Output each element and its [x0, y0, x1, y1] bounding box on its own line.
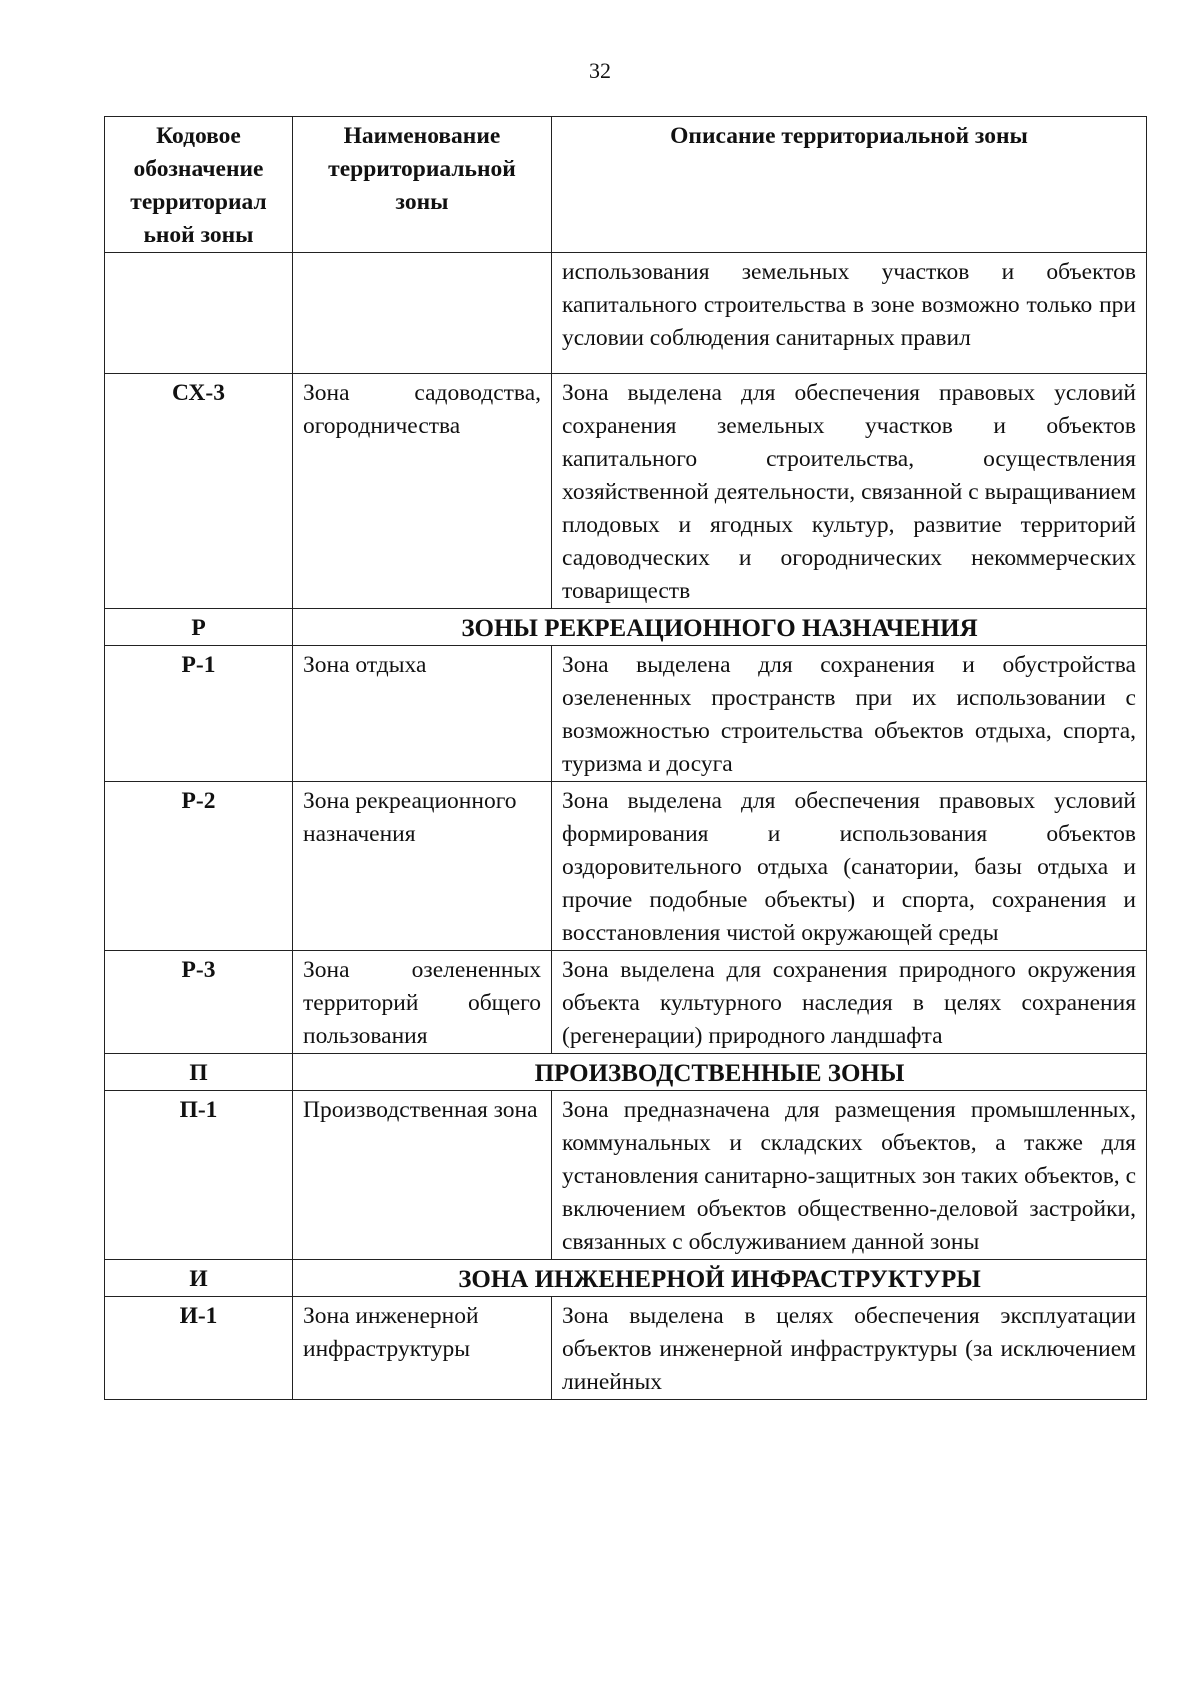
zone-code: Р-2	[105, 782, 293, 951]
zone-name: Зона рекреационного назначения	[293, 782, 552, 951]
zone-name: Производственная зона	[293, 1091, 552, 1260]
section-code: П	[105, 1054, 293, 1091]
table-row	[105, 253, 1147, 374]
zone-name: Зона садоводства, огородничества	[293, 374, 552, 609]
zone-description: Зона предназначена для размещения промышленных, коммунальных и складских объектов, а также для установления санитарно-защитных зон таких объектов, с включением объектов общественно-деловой застройки, связанных с обслуживанием данной зоны	[552, 1091, 1147, 1260]
zones-table	[104, 116, 1147, 1400]
zone-description: Зона выделена для сохранения и обустройства озелененных пространств при их использовании с возможностью строительства объектов отдыха, спорта, туризма и досуга	[552, 646, 1147, 782]
zone-code: И-1	[105, 1297, 293, 1400]
table-row	[105, 646, 1147, 782]
zone-description: Зона выделена для обеспечения правовых условий формирования и использования объектов оздоровительного отдыха (санатории, базы отдыха и прочие подобные объекты) и спорта, сохранения и восстановления чистой окружающей среды	[552, 782, 1147, 951]
section-row	[105, 609, 1147, 646]
zone-code: СХ-3	[105, 374, 293, 609]
zone-code	[105, 253, 293, 374]
section-title: ЗОНА ИНЖЕНЕРНОЙ ИНФРАСТРУКТУРЫ	[293, 1260, 1147, 1297]
table-header-row	[105, 117, 1147, 253]
zone-name: Зона озелененных территорий общего пользования	[293, 951, 552, 1054]
header-description: Описание территориальной зоны	[552, 117, 1147, 253]
table-row	[105, 1091, 1147, 1260]
section-row	[105, 1260, 1147, 1297]
page-number: 32	[589, 58, 611, 83]
zone-name: Зона инженерной инфраструктуры	[293, 1297, 552, 1400]
section-row	[105, 1054, 1147, 1091]
header-name: Наименование территориальной зоны	[293, 117, 552, 253]
zone-description: Зона выделена в целях обеспечения эксплуатации объектов инженерной инфраструктуры (за исключением линейных	[552, 1297, 1147, 1400]
header-code: Кодовое обозначение территориал ьной зоны	[105, 117, 293, 253]
table-row	[105, 1297, 1147, 1400]
section-code: И	[105, 1260, 293, 1297]
zone-name: Зона отдыха	[293, 646, 552, 782]
section-title: ПРОИЗВОДСТВЕННЫЕ ЗОНЫ	[293, 1054, 1147, 1091]
table-row	[105, 782, 1147, 951]
zone-code: Р-3	[105, 951, 293, 1054]
table-row	[105, 374, 1147, 609]
zone-description: Зона выделена для обеспечения правовых условий сохранения земельных участков и объектов капитального строительства, осуществления хозяйственной деятельности, связанной с выращиванием плодовых и ягодных культур, развитие территорий садоводческих и огороднических некоммерческих товариществ	[552, 374, 1147, 609]
zone-code: П-1	[105, 1091, 293, 1260]
table-row	[105, 951, 1147, 1054]
zone-code: Р-1	[105, 646, 293, 782]
zone-name	[293, 253, 552, 374]
zone-description: Зона выделена для сохранения природного окружения объекта культурного наследия в целях сохранения (регенерации) природного ландшафта	[552, 951, 1147, 1054]
section-code: Р	[105, 609, 293, 646]
section-title: ЗОНЫ РЕКРЕАЦИОННОГО НАЗНАЧЕНИЯ	[293, 609, 1147, 646]
zone-description: использования земельных участков и объектов капитального строительства в зоне возможно только при условии соблюдения санитарных правил	[552, 253, 1147, 374]
